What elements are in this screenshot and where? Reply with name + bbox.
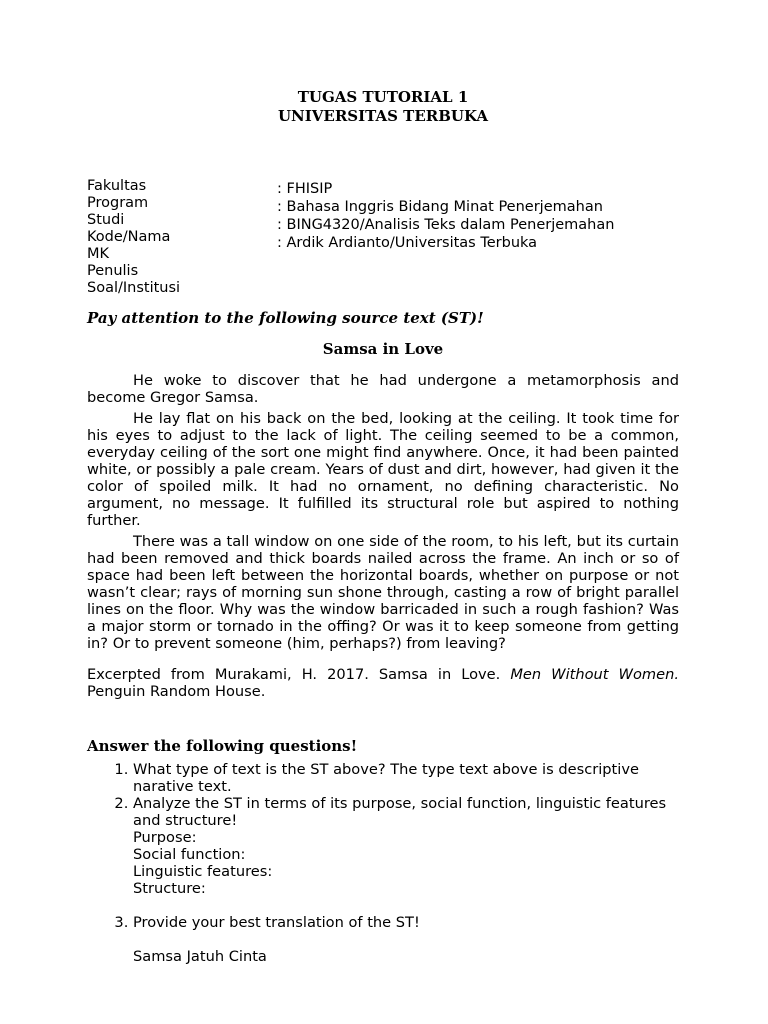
question-1-text: What type of text is the ST above? The type text above is descriptive narative text. xyxy=(133,761,639,795)
document-page xyxy=(87,88,679,965)
paragraph-1: He woke to discover that he had undergone a metamorphosis and become Gregor Samsa. xyxy=(87,372,679,406)
source-text-title: Samsa in Love xyxy=(322,340,444,358)
info-labels xyxy=(87,178,197,297)
excerpt-citation xyxy=(87,666,679,700)
citation-suffix: Penguin Random House. xyxy=(87,683,266,700)
question-2 xyxy=(133,795,679,914)
citation-prefix: Excerpted from Murakami, H. 2017. Samsa in Love. xyxy=(87,666,511,683)
spacer xyxy=(133,897,679,914)
q2-purpose: Purpose: xyxy=(133,829,197,846)
q2-social-function: Social function: xyxy=(133,846,246,863)
value-penulis-soal: : Ardik Ardianto/Universitas Terbuka xyxy=(277,235,538,251)
paragraph-3: There was a tall window on one side of the room, to his left, but its curtain had been removed and thick boards nailed across the frame. An inch or so of space had been left between the horizontal boards, whether on purpose or not wasn’t clear; rays of morning sun shone through, casting a row of bright parallel lines on the floor. Why was the window barricaded in such a rough fashion? Was a major storm or tornado in the offing? Or was it to keep someone from getting in? Or to prevent someone (him, perhaps?) from leaving? xyxy=(87,533,679,652)
label-studi: Studi xyxy=(87,212,125,228)
label-mk: MK xyxy=(87,246,110,262)
document-title xyxy=(87,88,679,126)
value-fakultas: : FHISIP xyxy=(277,181,333,197)
question-3 xyxy=(133,914,679,965)
info-values xyxy=(277,180,614,252)
label-program: Program xyxy=(87,195,149,211)
translation-title: Samsa Jatuh Cinta xyxy=(133,948,267,965)
value-program-studi: : Bahasa Inggris Bidang Minat Penerjemahan xyxy=(277,199,603,215)
label-kode-nama: Kode/Nama xyxy=(87,229,171,245)
label-fakultas: Fakultas xyxy=(87,178,147,194)
question-1 xyxy=(133,761,679,795)
paragraph-2: He lay flat on his back on the bed, looking at the ceiling. It took time for his eyes to adjust to the lack of light. The ceiling seemed to be a common, everyday ceiling of the sort one might find anywhere. Once, it had been painted white, or possibly a pale cream. Years of dust and dirt, however, had given it the color of spoiled milk. It had no ornament, no defining characteristic. No argument, no message. It fulfilled its structural role but aspired to nothing further. xyxy=(87,410,679,529)
instruction: Pay attention to the following source text (ST)! xyxy=(87,309,484,327)
label-soal-institusi: Soal/Institusi xyxy=(87,280,181,296)
question-2-text: Analyze the ST in terms of its purpose, social function, linguistic features and structure! xyxy=(133,795,667,829)
label-penulis: Penulis xyxy=(87,263,139,279)
q2-linguistic-features: Linguistic features: xyxy=(133,863,273,880)
citation-book-title: Men Without Women. xyxy=(510,666,679,683)
value-kode-nama-mk: : BING4320/Analisis Teks dalam Penerjemahan xyxy=(277,217,615,233)
title-line-2: UNIVERSITAS TERBUKA xyxy=(277,107,489,125)
q2-structure: Structure: xyxy=(133,880,206,897)
title-line-1: TUGAS TUTORIAL 1 xyxy=(297,88,469,106)
questions-heading: Answer the following questions! xyxy=(87,737,358,755)
course-info xyxy=(87,178,679,296)
questions-list xyxy=(87,761,679,965)
question-3-text: Provide your best translation of the ST! xyxy=(133,914,420,931)
